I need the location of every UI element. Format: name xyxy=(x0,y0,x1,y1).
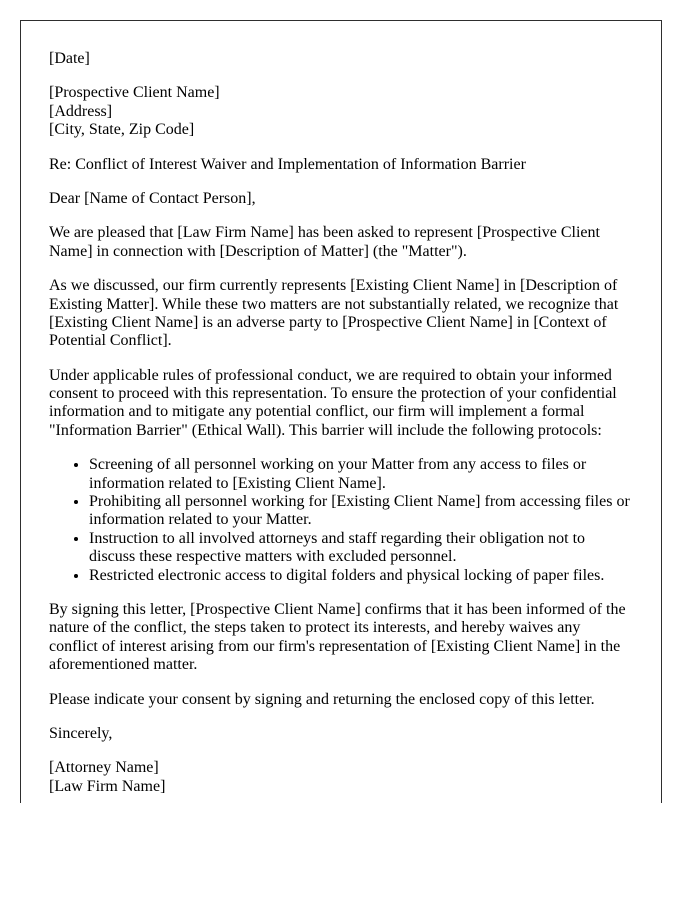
protocol-item-restricted-access: • Restricted electronic access to digital folders and physical locking of paper files. xyxy=(89,567,633,585)
paragraph-conflict-disclosure: As we discussed, our firm currently represents [Existing Client Name] in [Description of Existing Matter]. While these two matters are not substantially related, we recognize that [Existing Client Name] is an adverse party to [Prospective Client Name] in [Context of Potential Conflict]. xyxy=(49,277,619,350)
paragraph-waiver-confirmation: By signing this letter, [Prospective Client Name] confirms that it has been informed of the nature of the conflict, the steps taken to protect its interests, and hereby waives any conflict of interest arising from our firm's representation of [Existing Client Name] in the aforementioned matter. xyxy=(49,600,626,674)
recipient-city-state-zip: [City, State, Zip Code] xyxy=(49,121,195,139)
law-firm-name: [Law Firm Name] xyxy=(49,777,166,795)
paragraph-consent-request: Please indicate your consent by signing and returning the enclosed copy of this letter. xyxy=(49,690,595,708)
date-line: [Date] xyxy=(49,50,90,67)
salutation: Dear [Name of Contact Person], xyxy=(49,189,256,207)
subject-line: Re: Conflict of Interest Waiver and Implementation of Information Barrier xyxy=(49,155,526,173)
closing-line: Sincerely, xyxy=(49,724,113,742)
protocol-item-screening: • Screening of all personnel working on your Matter from any access to files or information related to [Existing Client Name]. xyxy=(89,456,633,493)
recipient-address: [Address] xyxy=(49,102,113,120)
protocol-item-instruction: • Instruction to all involved attorneys and staff regarding their obligation not to discuss these respective matters with excluded personnel. xyxy=(89,530,633,567)
signature-block xyxy=(49,759,633,796)
protocol-item-prohibiting: • Prohibiting all personnel working for [Existing Client Name] from accessing files or information related to your Matter. xyxy=(89,493,633,530)
letter-page xyxy=(20,20,662,803)
recipient-name: [Prospective Client Name] xyxy=(49,84,220,102)
recipient-address-block xyxy=(49,84,633,139)
paragraph-consent-and-barrier: Under applicable rules of professional conduct, we are required to obtain your informed consent to proceed with this representation. To ensure the protection of your confidential information and to mitigate any potential conflict, our firm will implement a formal "Information Barrier" (Ethical Wall). This barrier will include the following protocols: xyxy=(49,366,617,439)
paragraph-intro: We are pleased that [Law Firm Name] has been asked to represent [Prospective Client Name] in connection with [Description of Matter] (the "Matter"). xyxy=(49,224,600,260)
attorney-name: [Attorney Name] xyxy=(49,759,159,777)
barrier-protocols-list xyxy=(49,456,633,585)
